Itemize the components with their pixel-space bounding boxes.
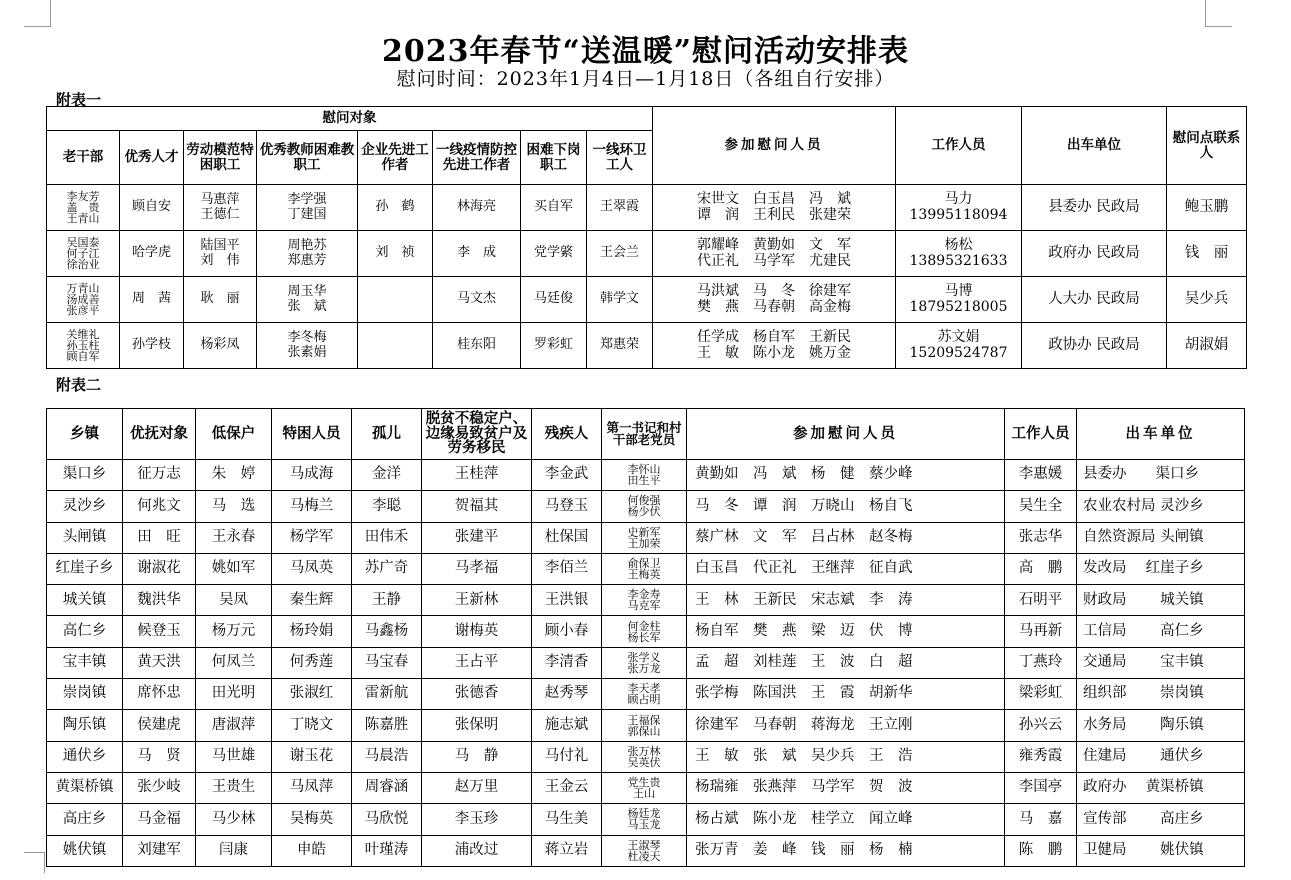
table-row: [47, 522, 1245, 553]
table-cell: 史新军 王加荣: [602, 522, 687, 553]
table-cell: 何金柱 杨长军: [602, 616, 687, 647]
table-cell: 马廷俊: [521, 277, 587, 323]
table1: [46, 106, 1247, 369]
table-cell: 李冬梅 张素娟: [257, 323, 358, 369]
table-cell: 孙兴云: [1005, 710, 1077, 741]
table-cell: 党生贵 王山: [602, 772, 687, 803]
table-cell: 蒋立岩: [532, 835, 602, 866]
table-cell: 田伟禾: [352, 522, 422, 553]
table-cell: 陈嘉胜: [352, 710, 422, 741]
table-cell: 王静: [352, 585, 422, 616]
header-cell: 优秀人才: [120, 131, 184, 185]
table-cell: 关维礼 孙玉柱 顾自军: [47, 323, 120, 369]
table-cell: 马世雄: [196, 741, 272, 772]
table-cell: 李惠媛: [1005, 460, 1077, 491]
table-cell: 高仁乡: [47, 616, 123, 647]
table-cell: 住建局 通伏乡: [1077, 741, 1245, 772]
table-cell: 杨彩凤: [184, 323, 257, 369]
table2-label: 附表二: [56, 376, 102, 394]
header-cell: 参加慰问人员: [653, 107, 896, 185]
table-cell: 马生美: [532, 804, 602, 835]
table-row: [47, 679, 1245, 710]
table-cell: 工信局 高仁乡: [1077, 616, 1245, 647]
table-cell: 政府办 民政局: [1022, 231, 1167, 277]
table-cell: 侯建虎: [123, 710, 196, 741]
table-cell: 陶乐镇: [47, 710, 123, 741]
group-header-visit-targets: 慰问对象: [47, 107, 653, 131]
table-cell: 杨松 13895321633: [896, 231, 1022, 277]
table-cell: 政协办 民政局: [1022, 323, 1167, 369]
table-cell: 唐淑萍: [196, 710, 272, 741]
table-cell: 雍秀霞: [1005, 741, 1077, 772]
table-cell: 吴凤: [196, 585, 272, 616]
table-cell: 金洋: [352, 460, 422, 491]
table-cell: 顾自安: [120, 185, 184, 231]
table-cell: 郑惠荣: [587, 323, 653, 369]
table-cell: 马凤萍: [272, 772, 352, 803]
table-cell: 人大办 民政局: [1022, 277, 1167, 323]
table-cell: 王翠霞: [587, 185, 653, 231]
table-cell: 马梅兰: [272, 491, 352, 522]
table-cell: 何俊强 杨少伏: [602, 491, 687, 522]
table-cell: 马晨浩: [352, 741, 422, 772]
table-cell: 王贵生: [196, 772, 272, 803]
table-cell: 苏广奇: [352, 553, 422, 584]
table-row: [47, 585, 1245, 616]
table-cell: 孙 鹤: [358, 185, 433, 231]
table-row: [47, 185, 1247, 231]
table-cell: 林海亮: [433, 185, 521, 231]
table-cell: 张建平: [422, 522, 532, 553]
table-cell: 周 茜: [120, 277, 184, 323]
table-cell: 姚伏镇: [47, 835, 123, 866]
table-cell: 王新林: [422, 585, 532, 616]
table-row: [47, 491, 1245, 522]
table-cell: 白玉昌 代正礼 王继萍 征自武: [687, 553, 1005, 584]
table-cell: 李玉珍: [422, 804, 532, 835]
table-cell: 赵万里: [422, 772, 532, 803]
table-cell: 王桂萍: [422, 460, 532, 491]
table-cell: 任学成 杨自军 王新民 王 敏 陈小龙 姚万金: [653, 323, 896, 369]
table-cell: 发改局 红崖子乡: [1077, 553, 1245, 584]
table-cell: 宋世文 白玉昌 冯 斌 谭 润 王利民 张建荣: [653, 185, 896, 231]
table-row: [47, 647, 1245, 678]
table-cell: 张志华: [1005, 522, 1077, 553]
table-cell: 马 冬 谭 润 万晓山 杨自飞: [687, 491, 1005, 522]
page-corner-mark: [1205, 0, 1232, 27]
table-cell: [358, 323, 433, 369]
table-cell: 何兆文: [123, 491, 196, 522]
table-cell: 谢淑花: [123, 553, 196, 584]
table-cell: 马再新: [1005, 616, 1077, 647]
table-cell: 张少岐: [123, 772, 196, 803]
table-cell: 马金福: [123, 804, 196, 835]
table-cell: 杨玲娟: [272, 616, 352, 647]
table-cell: 马欣悦: [352, 804, 422, 835]
header-cell: 劳动模范特困职工: [184, 131, 257, 185]
table-cell: 何凤兰: [196, 647, 272, 678]
table-row: [47, 323, 1247, 369]
table-row: [47, 553, 1245, 584]
table-cell: 红崖子乡: [47, 553, 123, 584]
table-cell: 席怀忠: [123, 679, 196, 710]
table-cell: 征万志: [123, 460, 196, 491]
table-cell: 胡淑娟: [1167, 323, 1247, 369]
table-cell: 吴梅英: [272, 804, 352, 835]
table-cell: 杨占斌 陈小龙 桂学立 闻立峰: [687, 804, 1005, 835]
table2: [46, 408, 1245, 867]
header-cell: 参加慰问人员: [687, 409, 1005, 460]
table-cell: 赵秀琴: [532, 679, 602, 710]
table-cell: 城关镇: [47, 585, 123, 616]
header-cell: 优秀教师困难教职工: [257, 131, 358, 185]
table-cell: 丁晓文: [272, 710, 352, 741]
header-cell: 乡镇: [47, 409, 123, 460]
document-title: 2023年春节“送温暖”慰问活动安排表: [381, 34, 909, 69]
header-cell: 出车单位: [1022, 107, 1167, 185]
table-row: [47, 616, 1245, 647]
table-cell: 刘 祯: [358, 231, 433, 277]
table-cell: 石明平: [1005, 585, 1077, 616]
table-cell: 陈 鹏: [1005, 835, 1077, 866]
table-cell: 李国亭: [1005, 772, 1077, 803]
table-cell: 田光明: [196, 679, 272, 710]
table-cell: 哈学虎: [120, 231, 184, 277]
table-cell: 李怀山 田生平: [602, 460, 687, 491]
table-cell: 马付礼: [532, 741, 602, 772]
table-cell: 张德香: [422, 679, 532, 710]
table-cell: 杨自军 樊 燕 梁 迈 伏 博: [687, 616, 1005, 647]
table-cell: 渠口乡: [47, 460, 123, 491]
header-cell: 出车单位: [1077, 409, 1245, 460]
table-cell: 马宝春: [352, 647, 422, 678]
table-cell: 贺福其: [422, 491, 532, 522]
table-cell: 马 嘉: [1005, 804, 1077, 835]
header-cell: 企业先进工作者: [358, 131, 433, 185]
header-cell: 工作人员: [896, 107, 1022, 185]
table-cell: 马惠萍 王德仁: [184, 185, 257, 231]
table-cell: 鲍玉鹏: [1167, 185, 1247, 231]
table-cell: 马 选: [196, 491, 272, 522]
table-cell: 李清香: [532, 647, 602, 678]
table-cell: 李金寿 马克军: [602, 585, 687, 616]
table-cell: 杨学军: [272, 522, 352, 553]
table-cell: 党学綮: [521, 231, 587, 277]
table-cell: 苏文娟 15209524787: [896, 323, 1022, 369]
table-cell: 政府办 黄渠桥镇: [1077, 772, 1245, 803]
table-cell: 蔡广林 文 军 吕占林 赵冬梅: [687, 522, 1005, 553]
document-subtitle: 慰问时间：2023年1月4日—1月18日（各组自行安排）: [396, 68, 895, 90]
table-cell: 杨廷龙 马玉龙: [602, 804, 687, 835]
table-row: [47, 741, 1245, 772]
table-cell: 灵沙乡: [47, 491, 123, 522]
table-cell: 张淑红: [272, 679, 352, 710]
table-cell: 黄渠桥镇: [47, 772, 123, 803]
header-cell: 困难下岗职工: [521, 131, 587, 185]
header-cell: 低保户: [196, 409, 272, 460]
table-cell: 自然资源局 头闸镇: [1077, 522, 1245, 553]
table-cell: 马登玉: [532, 491, 602, 522]
table-cell: 丁燕玲: [1005, 647, 1077, 678]
table-cell: 刘建军: [123, 835, 196, 866]
table-cell: 县委办 渠口乡: [1077, 460, 1245, 491]
header-cell: 一线疫情防控先进工作者: [433, 131, 521, 185]
table-cell: 陆国平 刘 伟: [184, 231, 257, 277]
table-cell: 谢梅英: [422, 616, 532, 647]
table-cell: 王永春: [196, 522, 272, 553]
table-row: [47, 277, 1247, 323]
header-cell: 慰问点联系人: [1167, 107, 1247, 185]
table-cell: 杨万元: [196, 616, 272, 647]
table-cell: 马 静: [422, 741, 532, 772]
table-cell: 雷新航: [352, 679, 422, 710]
header-cell: 工作人员: [1005, 409, 1077, 460]
table-cell: 申皓: [272, 835, 352, 866]
table-cell: 浦改过: [422, 835, 532, 866]
table-cell: 张保明: [422, 710, 532, 741]
table-cell: 吴生全: [1005, 491, 1077, 522]
table-cell: 万青山 汤成善 张彦平: [47, 277, 120, 323]
header-cell: 脱贫不稳定户、边缘易致贫户及劳务移民: [422, 409, 532, 460]
table-cell: 秦生辉: [272, 585, 352, 616]
table-cell: 杜保国: [532, 522, 602, 553]
header-cell: 特困人员: [272, 409, 352, 460]
table-cell: 张万林 吴英伏: [602, 741, 687, 772]
table-row: [47, 804, 1245, 835]
table-cell: 交通局 宝丰镇: [1077, 647, 1245, 678]
table-cell: 马凤英: [272, 553, 352, 584]
table-cell: 叶瑾涛: [352, 835, 422, 866]
table-cell: 高庄乡: [47, 804, 123, 835]
table-cell: 财政局 城关镇: [1077, 585, 1245, 616]
table-cell: 徐建军 马春朝 蒋海龙 王立刚: [687, 710, 1005, 741]
table-cell: 顾小春: [532, 616, 602, 647]
table-cell: 马鑫杨: [352, 616, 422, 647]
table1-label: 附表一: [56, 91, 102, 109]
table-cell: 周睿涵: [352, 772, 422, 803]
table-cell: 马力 13995118094: [896, 185, 1022, 231]
table-cell: 张学梅 陈国洪 王 霞 胡新华: [687, 679, 1005, 710]
table-cell: 周玉华 张 斌: [257, 277, 358, 323]
table-cell: 马 贤: [123, 741, 196, 772]
table-cell: [358, 277, 433, 323]
table-cell: 马少林: [196, 804, 272, 835]
table-cell: 马成海: [272, 460, 352, 491]
table-cell: 谢玉花: [272, 741, 352, 772]
table-cell: 李友芳 盖 贵 王青山: [47, 185, 120, 231]
table-cell: 何秀莲: [272, 647, 352, 678]
table-cell: 田 旺: [123, 522, 196, 553]
table-cell: 钱 丽: [1167, 231, 1247, 277]
table-cell: 王 林 王新民 宋志斌 李 涛: [687, 585, 1005, 616]
table-cell: 王福保 郭保山: [602, 710, 687, 741]
table-cell: 黄天洪: [123, 647, 196, 678]
table-cell: 孟 超 刘桂莲 王 波 白 超: [687, 647, 1005, 678]
table-cell: 农业农村局 灵沙乡: [1077, 491, 1245, 522]
table-cell: 朱 婷: [196, 460, 272, 491]
table-cell: 李学强 丁建国: [257, 185, 358, 231]
table-cell: 李天孝 顾占明: [602, 679, 687, 710]
table-cell: 头闸镇: [47, 522, 123, 553]
table-cell: 崇岗镇: [47, 679, 123, 710]
table-cell: 张万青 姜 峰 钱 丽 杨 楠: [687, 835, 1005, 866]
header-cell: 优抚对象: [123, 409, 196, 460]
table-cell: 马文杰: [433, 277, 521, 323]
table-cell: 宣传部 高庄乡: [1077, 804, 1245, 835]
table-cell: 李金武: [532, 460, 602, 491]
table-cell: 王会兰: [587, 231, 653, 277]
table-cell: 李 成: [433, 231, 521, 277]
table-cell: 黄勤如 冯 斌 杨 健 蔡少峰: [687, 460, 1005, 491]
table-cell: 郭耀峰 黄勤如 文 军 代正礼 马学军 尤建民: [653, 231, 896, 277]
table-cell: 张学义 张万龙: [602, 647, 687, 678]
table-cell: 周艳苏 郑惠芳: [257, 231, 358, 277]
table-cell: 王金云: [532, 772, 602, 803]
table-row: [47, 231, 1247, 277]
table-cell: 梁彩虹: [1005, 679, 1077, 710]
table-row: [47, 710, 1245, 741]
table-cell: 吴少兵: [1167, 277, 1247, 323]
header-cell: 老干部: [47, 131, 120, 185]
table-cell: 卫健局 姚伏镇: [1077, 835, 1245, 866]
header-cell: 残疾人: [532, 409, 602, 460]
table-cell: 组织部 崇岗镇: [1077, 679, 1245, 710]
table-cell: 宝丰镇: [47, 647, 123, 678]
table-cell: 俞保卫 王梅英: [602, 553, 687, 584]
header-cell: 一线环卫工人: [587, 131, 653, 185]
table-cell: 水务局 陶乐镇: [1077, 710, 1245, 741]
table-cell: 吴国泰 何子江 徐治业: [47, 231, 120, 277]
table-cell: 买自军: [521, 185, 587, 231]
table-cell: 马洪斌 马 冬 徐建军 樊 燕 马春朝 高金梅: [653, 277, 896, 323]
table-cell: 县委办 民政局: [1022, 185, 1167, 231]
page-corner-mark: [24, 0, 51, 27]
table-cell: 王占平: [422, 647, 532, 678]
table-cell: 罗彩虹: [521, 323, 587, 369]
table-cell: 候登玉: [123, 616, 196, 647]
table-cell: 通伏乡: [47, 741, 123, 772]
table-cell: 施志斌: [532, 710, 602, 741]
table-cell: 王淑琴 杜凌天: [602, 835, 687, 866]
table-cell: 马孝福: [422, 553, 532, 584]
table-row: [47, 772, 1245, 803]
table-cell: 桂东阳: [433, 323, 521, 369]
table-cell: 杨瑞雍 张燕萍 马学军 贺 波: [687, 772, 1005, 803]
table-row: [47, 835, 1245, 866]
table-cell: 马博 18795218005: [896, 277, 1022, 323]
table-cell: 耿 丽: [184, 277, 257, 323]
table-cell: 王洪银: [532, 585, 602, 616]
table-cell: 魏洪华: [123, 585, 196, 616]
table-cell: 闫康: [196, 835, 272, 866]
table-cell: 王 敏 张 斌 吴少兵 王 浩: [687, 741, 1005, 772]
table-cell: 韩学文: [587, 277, 653, 323]
table-cell: 李聪: [352, 491, 422, 522]
table-cell: 姚如军: [196, 553, 272, 584]
page-corner-mark: [24, 852, 45, 873]
header-cell: 孤儿: [352, 409, 422, 460]
header-cell: 第一书记和村干部老党员: [602, 409, 687, 460]
table-cell: 高 鹏: [1005, 553, 1077, 584]
table-row: [47, 460, 1245, 491]
table-cell: 孙学枝: [120, 323, 184, 369]
table-cell: 李佰兰: [532, 553, 602, 584]
